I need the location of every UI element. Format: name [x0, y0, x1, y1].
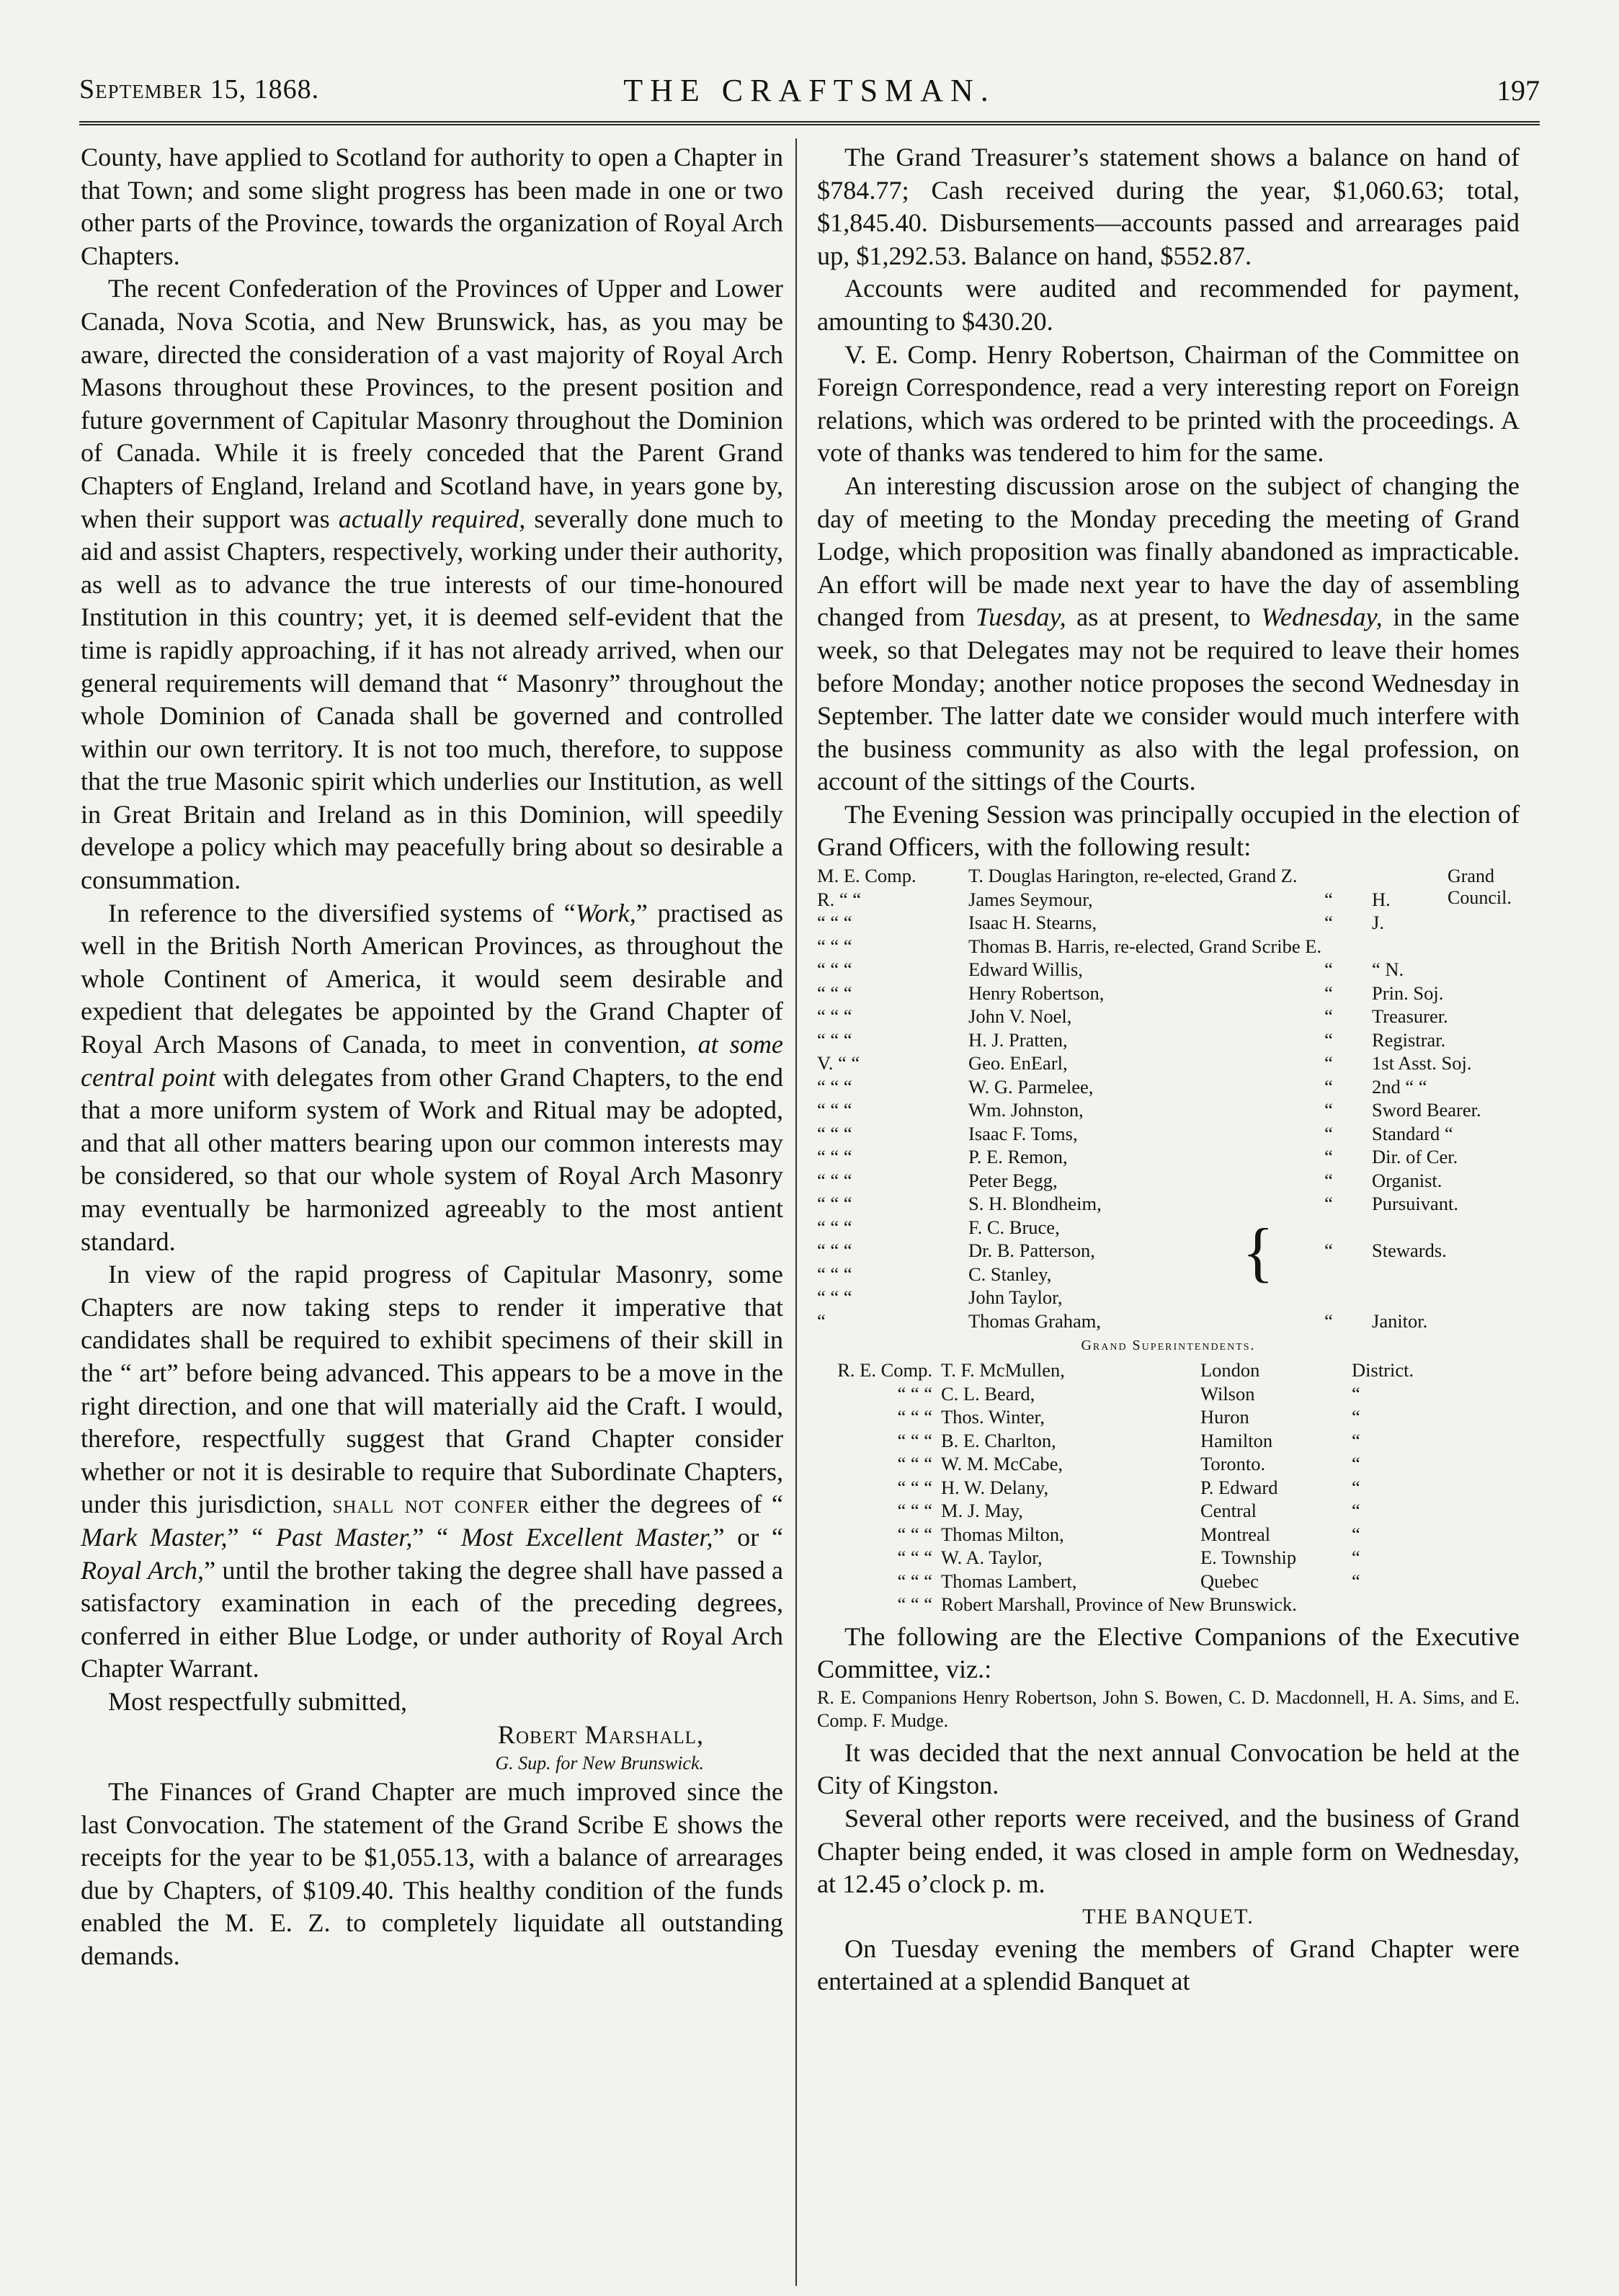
- superintendent-title-prefix: “ “ “: [897, 1476, 932, 1498]
- officer-row: [817, 888, 1520, 912]
- ditto-mark: “: [1324, 1028, 1333, 1051]
- superintendent-district: “: [1352, 1453, 1360, 1475]
- ditto-mark: [1285, 1216, 1372, 1240]
- left-column: [81, 141, 783, 1973]
- officer-row: [817, 1005, 1520, 1028]
- officer-title-prefix: “ “ “: [817, 912, 852, 934]
- superintendent-district: District.: [1352, 1359, 1414, 1381]
- officer-office: J.: [1372, 912, 1384, 934]
- issue-date: September 15, 1868.: [79, 74, 320, 104]
- superintendent-title-prefix: “ “ “: [897, 1570, 932, 1592]
- officer-name: Isaac F. Toms,: [968, 1122, 1078, 1144]
- ditto-mark: [1285, 935, 1372, 958]
- superintendent-title-prefix: “ “ “: [897, 1523, 932, 1545]
- superintendent-row: [817, 1382, 1520, 1406]
- superintendent-title-prefix: “ “ “: [897, 1500, 932, 1522]
- officer-row: [817, 1286, 1520, 1309]
- superintendent-title-prefix: “ “ “: [897, 1406, 932, 1428]
- officer-title-prefix: “ “ “: [817, 1286, 852, 1309]
- superintendent-name: W. M. McCabe,: [941, 1453, 1063, 1475]
- superintendent-row: [817, 1593, 1520, 1616]
- officer-title-prefix: “ “ “: [817, 1216, 852, 1238]
- superintendent-title-prefix: “ “ “: [897, 1593, 932, 1616]
- ditto-mark: “: [1324, 958, 1333, 981]
- ditto-mark: “: [1324, 1075, 1333, 1098]
- superintendent-row: [817, 1476, 1520, 1500]
- ditto-mark: “: [1324, 1309, 1333, 1332]
- superintendent-title-prefix: “ “ “: [897, 1429, 932, 1451]
- superintendent-location: [1200, 1593, 1352, 1616]
- ditto-mark: “: [1324, 1122, 1333, 1144]
- officer-name: Edward Willis,: [968, 958, 1083, 981]
- ditto-mark: “: [1324, 1005, 1333, 1028]
- superintendent-district: “: [1352, 1523, 1360, 1545]
- officer-name: Geo. EnEarl,: [968, 1052, 1068, 1074]
- superintendent-location: Hamilton: [1200, 1429, 1273, 1451]
- superintendent-district: “: [1352, 1547, 1360, 1569]
- officer-row: [817, 1192, 1520, 1216]
- officer-title-prefix: “ “ “: [817, 958, 852, 981]
- officer-row: [817, 1122, 1520, 1146]
- paragraph: Accounts were audited and recommended for payment, amounting to $430.20.: [817, 274, 1520, 336]
- paragraph: The recent Confederation of the Provinces of Upper and Lower Canada, Nova Scotia, and New Brunswick, has, as you may be aware, directed the consideration of a vast majority of Royal Arch Masons throughout these Provinces, to the present position and future government of Capitular Masonry throughout the Dominion of Canada. While it is freely conceded that the Parent Grand Chapters of England, Ireland and Scotland have, in years gone by, when their support was actually required, severally done much to aid and assist Chapters, respectively, working under their authority, as well as to advance the true interests of our time-honoured Institution in this country; yet, it is deemed self-evident that the time is rapidly approaching, if it has not already arrived, when our general requirements will demand that “ Masonry” throughout the whole Dominion of Canada shall be governed and controlled within our own territory. It is not too much, therefore, to suppose that the true Masonic spirit which underlies our Institution, as well in Great Britain and Ireland as in this Dominion, will speedily develope a policy which may peacefully bring about so desirable a consummation.: [81, 274, 783, 895]
- publication-title: THE CRAFTSMAN.: [623, 73, 996, 108]
- officer-row: [817, 1169, 1520, 1193]
- superintendent-name: Thomas Lambert,: [941, 1570, 1077, 1592]
- officer-office: [1372, 935, 1520, 958]
- page-header: [79, 74, 1540, 114]
- column-divider: [795, 138, 797, 2286]
- ditto-mark: “: [1324, 1052, 1333, 1074]
- officer-row: [817, 1239, 1520, 1263]
- paragraph: V. E. Comp. Henry Robertson, Chairman of the Committee on Foreign Correspondence, read a very interesting report on Foreign relations, which was ordered to be printed with the proceedings. A vote of thanks was tendered to him for the same.: [817, 339, 1520, 468]
- officer-name: T. Douglas Harington, re-elected, Grand Z.: [968, 865, 1298, 887]
- ditto-mark: “: [1324, 1146, 1333, 1168]
- superintendent-title-prefix: “ “ “: [897, 1453, 932, 1475]
- superintendents-list: [817, 1358, 1520, 1616]
- officer-office: 2nd “ “: [1372, 1075, 1427, 1098]
- officer-office: Sword Bearer.: [1372, 1099, 1481, 1121]
- officer-row: [817, 982, 1520, 1005]
- officer-office: Prin. Soj.: [1372, 982, 1444, 1004]
- officer-name: Thomas B. Harris, re-elected, Grand Scribe E.: [968, 935, 1322, 957]
- officer-row: [817, 1051, 1520, 1075]
- superintendent-title-prefix: “ “ “: [897, 1547, 932, 1569]
- superintendent-location: Quebec: [1200, 1570, 1259, 1592]
- officer-name: John V. Noel,: [968, 1005, 1072, 1028]
- officer-name: Thomas Graham,: [968, 1309, 1101, 1332]
- officer-office: H.: [1372, 888, 1391, 910]
- officer-title-prefix: “ “ “: [817, 1240, 852, 1262]
- officer-name: Isaac H. Stearns,: [968, 912, 1097, 934]
- officer-title-prefix: “ “ “: [817, 1193, 852, 1215]
- officer-name: F. C. Bruce,: [968, 1216, 1060, 1238]
- superintendent-row: [817, 1499, 1520, 1523]
- superintendent-row: [817, 1570, 1520, 1593]
- officer-office: 1st Asst. Soj.: [1372, 1052, 1472, 1074]
- paragraph: Several other reports were received, and the business of Grand Chapter being ended, it was closed in ample form on Wednesday, at 12.45 o’clock p. m.: [817, 1803, 1520, 1899]
- paragraph: An interesting discussion arose on the subject of changing the day of meeting to the Monday preceding the meeting of Grand Lodge, which proposition was finally abandoned as impracticable. An effort will be made next year to have the day of assembling changed from Tuesday, as at present, to Wednesday, in the same week, so that Delegates may not be required to leave their homes before Monday; another notice proposes the second Wednesday in September. The latter date we consider would much interfere with the business community as also with the legal profession, on account of the sittings of the Courts.: [817, 471, 1520, 796]
- officer-row: [817, 1098, 1520, 1122]
- header-rule: [79, 121, 1540, 125]
- superintendent-name: M. J. May,: [941, 1500, 1023, 1522]
- superintendent-name: T. F. McMullen,: [941, 1359, 1065, 1381]
- paragraph: County, have applied to Scotland for authority to open a Chapter in that Town; and some slight progress has been made in one or two other parts of the Province, towards the organization of Royal Arch Chapters.: [81, 143, 783, 270]
- officer-office: “ N.: [1372, 958, 1404, 981]
- paragraph: On Tuesday evening the members of Grand Chapter were entertained at a splendid Banquet at: [817, 1934, 1520, 1996]
- officer-title-prefix: “ “ “: [817, 1075, 852, 1098]
- superintendent-location: E. Township: [1200, 1547, 1297, 1569]
- superintendent-district: “: [1352, 1382, 1360, 1405]
- superintendent-name: Thos. Winter,: [941, 1406, 1045, 1428]
- superintendent-district: “: [1352, 1406, 1360, 1428]
- superintendent-name: C. L. Beard,: [941, 1382, 1035, 1405]
- superintendent-location: P. Edward: [1200, 1476, 1278, 1498]
- paragraph: The Grand Treasurer’s statement shows a balance on hand of $784.77; Cash received during the year, $1,060.63; total, $1,845.40. Disbursements—accounts passed and arrearages paid up, $1,292.53. Balance on hand, $552.87.: [817, 143, 1520, 270]
- officer-office: Standard “: [1372, 1122, 1453, 1144]
- officer-title-prefix: “ “ “: [817, 1169, 852, 1191]
- officer-title-prefix: “ “ “: [817, 1028, 852, 1051]
- signature-title: G. Sup. for New Brunswick.: [495, 1753, 704, 1774]
- officer-title-prefix: “ “ “: [817, 935, 852, 957]
- officer-office: Dir. of Cer.: [1372, 1146, 1458, 1168]
- superintendent-location: Central: [1200, 1500, 1257, 1522]
- ditto-mark: “: [1324, 1240, 1333, 1262]
- grand-council-label: Council.: [1448, 887, 1512, 909]
- officer-office: [1372, 1216, 1520, 1240]
- ditto-mark: “: [1324, 982, 1333, 1004]
- officer-title-prefix: “: [817, 1309, 826, 1332]
- officer-row: [817, 1216, 1520, 1240]
- officer-office: Stewards.: [1372, 1240, 1447, 1262]
- superintendent-row: [817, 1405, 1520, 1429]
- officer-name: Peter Begg,: [968, 1169, 1058, 1191]
- superintendents-heading: Grand Superintendents.: [1081, 1338, 1256, 1354]
- officer-title-prefix: “ “ “: [817, 982, 852, 1004]
- officer-title-prefix: “ “ “: [817, 1099, 852, 1121]
- page-number: 197: [1497, 74, 1540, 107]
- superintendent-location: Wilson: [1200, 1382, 1255, 1405]
- officer-title-prefix: “ “ “: [817, 1263, 852, 1285]
- paragraph: The Evening Session was principally occupied in the election of Grand Officers, with the following result:: [817, 799, 1520, 862]
- officer-name: S. H. Blondheim,: [968, 1193, 1102, 1215]
- officer-row: [817, 935, 1520, 958]
- ditto-mark: [1285, 1286, 1372, 1309]
- officers-list: [817, 864, 1520, 1332]
- officer-name: John Taylor,: [968, 1286, 1063, 1309]
- superintendent-name: H. W. Delany,: [941, 1476, 1049, 1498]
- superintendent-name: B. E. Charlton,: [941, 1429, 1056, 1451]
- officer-office: [1372, 1286, 1520, 1309]
- superintendent-name: W. A. Taylor,: [941, 1547, 1043, 1569]
- ditto-mark: “: [1324, 1193, 1333, 1215]
- officer-office: [1372, 1263, 1520, 1286]
- superintendent-location: Huron: [1200, 1406, 1249, 1428]
- ditto-mark: [1285, 1263, 1372, 1286]
- officer-title-prefix: “ “ “: [817, 1146, 852, 1168]
- right-column: [817, 141, 1520, 1998]
- officer-title-prefix: M. E. Comp.: [817, 865, 916, 887]
- paragraph: Most respectfully submitted,: [108, 1686, 408, 1716]
- superintendent-location: Montreal: [1200, 1523, 1271, 1545]
- paragraph: R. E. Companions Henry Robertson, John S. Bowen, C. D. Macdonnell, H. A. Sims, and E. Comp. F. Mudge.: [817, 1686, 1520, 1731]
- officer-name: Wm. Johnston,: [968, 1099, 1084, 1121]
- superintendent-row: [817, 1546, 1520, 1570]
- officer-row: [817, 1145, 1520, 1169]
- superintendent-location: London: [1200, 1359, 1260, 1381]
- officer-name: H. J. Pratten,: [968, 1028, 1068, 1051]
- officer-name: Dr. B. Patterson,: [968, 1240, 1095, 1262]
- superintendent-district: “: [1352, 1476, 1360, 1498]
- officer-office: Registrar.: [1372, 1028, 1446, 1051]
- superintendent-title-prefix: “ “ “: [897, 1382, 932, 1405]
- superintendent-row: [817, 1358, 1520, 1382]
- officer-name: C. Stanley,: [968, 1263, 1052, 1285]
- ditto-mark: “: [1324, 912, 1333, 934]
- section-heading: THE BANQUET.: [1082, 1904, 1254, 1928]
- officer-name: P. E. Remon,: [968, 1146, 1068, 1168]
- ditto-mark: “: [1324, 888, 1333, 910]
- officer-row: [817, 1263, 1520, 1286]
- paragraph: The following are the Elective Companions of the Executive Committee, viz.:: [817, 1621, 1520, 1684]
- stewards-brace: {: [1242, 1215, 1275, 1289]
- paragraph: It was decided that the next annual Convocation be held at the City of Kingston.: [817, 1737, 1520, 1800]
- ditto-mark: “: [1324, 1099, 1333, 1121]
- paragraph: The Finances of Grand Chapter are much improved since the last Convocation. The statement of the Grand Scribe E shows the receipts for the year to be $1,055.13, with a balance of arrearages due by Chapters, of $109.40. This healthy condition of the funds enabled the M. E. Z. to completely liquidate all outstanding demands.: [81, 1777, 783, 1971]
- paragraph: In view of the rapid progress of Capitular Masonry, some Chapters are now taking steps to render it imperative that candidates shall be required to exhibit specimens of their skill in the “ art” before being advanced. This appears to be a move in the right direction, and one that will materially aid the Craft. I would, therefore, respectfully suggest that Grand Chapter consider whether or not it is desirable to require that Subordinate Chapters, under this jurisdiction, shall not confer either the degrees of “ Mark Master,” “ Past Master,” “ Most Excellent Master,” or “ Royal Arch,” until the brother taking the degree shall have passed a satisfactory examination in each of the preceding degrees, conferred in either Blue Lodge, or under authority of Royal Arch Chapter Warrant.: [81, 1260, 783, 1683]
- officer-title-prefix: V. “ “: [817, 1052, 860, 1074]
- officer-rows: [817, 864, 1520, 1332]
- ditto-mark: “: [1324, 1169, 1333, 1191]
- ditto-mark: [1285, 864, 1372, 888]
- superintendent-location: Toronto.: [1200, 1453, 1266, 1475]
- grand-council-label: Grand: [1448, 866, 1494, 887]
- officer-row: [817, 1075, 1520, 1099]
- officer-title-prefix: R. “ “: [817, 888, 862, 910]
- superintendent-title-prefix: R. E. Comp.: [837, 1359, 932, 1381]
- signature-name: Robert Marshall,: [497, 1719, 704, 1749]
- officer-title-prefix: “ “ “: [817, 1122, 852, 1144]
- officer-name: W. G. Parmelee,: [968, 1075, 1094, 1098]
- superintendent-district: “: [1352, 1429, 1360, 1451]
- grand-council-brace: [1448, 866, 1512, 909]
- officer-name: James Seymour,: [968, 888, 1093, 910]
- officer-office: Organist.: [1372, 1169, 1442, 1191]
- officer-office: Treasurer.: [1372, 1005, 1448, 1028]
- paragraph: In reference to the diversified systems of “Work,” practised as well in the British North American Provinces, as throughout the whole Continent of America, it would seem desirable and expedient that delegates be appointed by the Grand Chapter of Royal Arch Masons of Canada, to meet in convention, at some central point with delegates from other Grand Chapters, to the end that a more uniform system of Work and Ritual may be adopted, and that all other matters bearing upon our common interests may be considered, so that our whole system of Royal Arch Masonry may eventually be harmonized agreeably to the most antient standard.: [81, 898, 784, 1256]
- officer-name: Henry Robertson,: [968, 982, 1105, 1004]
- officer-row: [817, 1028, 1520, 1052]
- superintendent-row: [817, 1429, 1520, 1453]
- officer-row: [817, 1309, 1520, 1333]
- superintendent-name: Robert Marshall, Province of New Brunswick.: [941, 1593, 1297, 1616]
- superintendent-district: “: [1352, 1500, 1360, 1522]
- officer-row: [817, 958, 1520, 982]
- officer-office: Janitor.: [1372, 1309, 1428, 1332]
- superintendent-row: [817, 1523, 1520, 1547]
- superintendent-district: “: [1352, 1570, 1360, 1592]
- superintendent-district: [1352, 1593, 1520, 1616]
- superintendent-row: [817, 1452, 1520, 1476]
- officer-title-prefix: “ “ “: [817, 1005, 852, 1028]
- officer-office: Pursuivant.: [1372, 1193, 1458, 1215]
- officer-row: [817, 911, 1520, 935]
- superintendent-name: Thomas Milton,: [941, 1523, 1064, 1545]
- officer-row: [817, 864, 1520, 888]
